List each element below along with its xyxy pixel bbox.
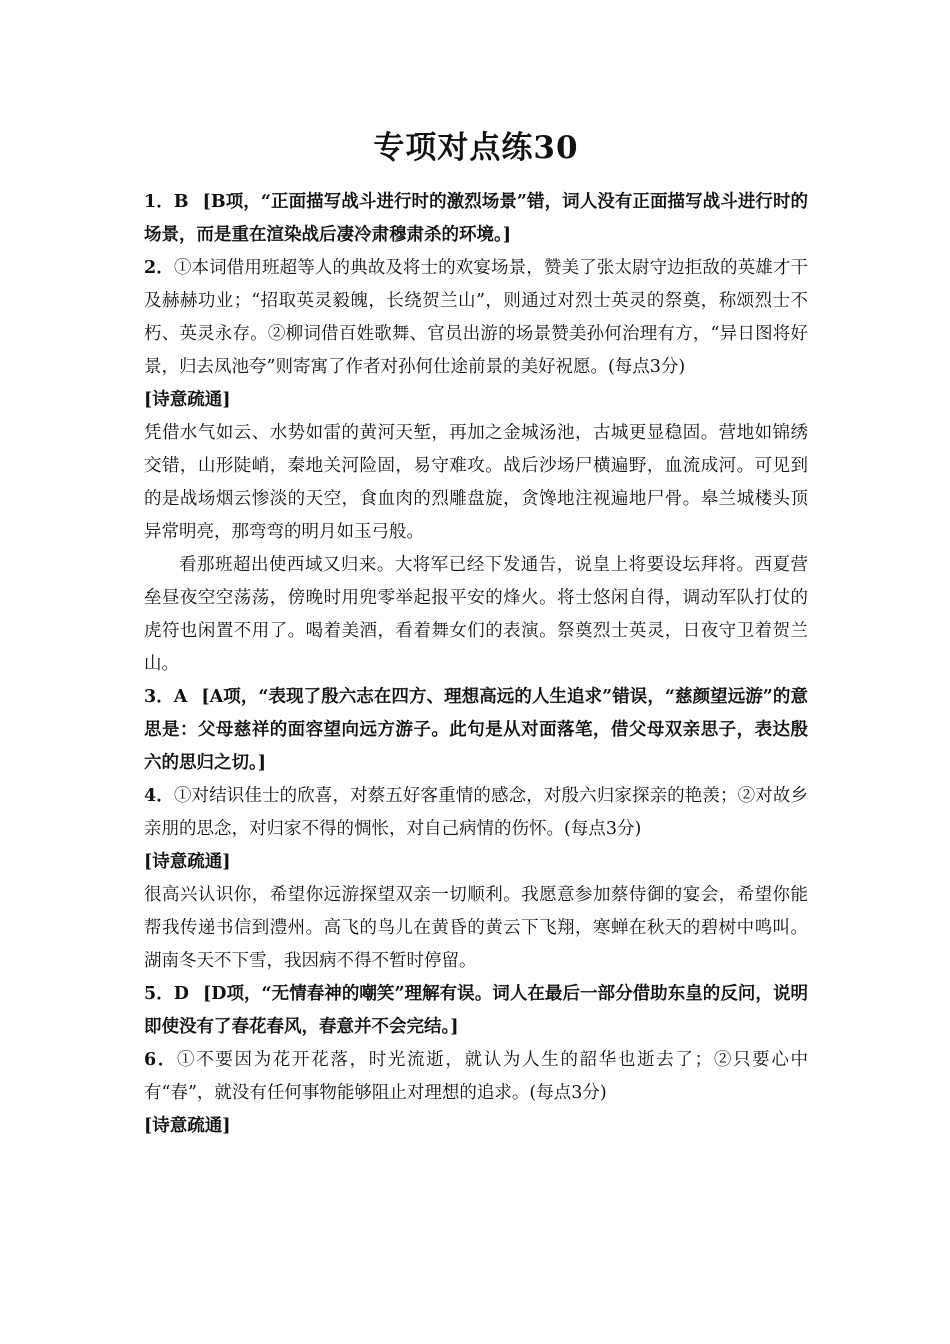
item-number: 4． <box>144 786 174 806</box>
section-heading: [诗意疏通] <box>144 852 231 872</box>
translation-paragraph: 凭借水气如云、水势如雷的黄河天堑，再加之金城汤池，古城更显稳固。营地如锦绣交错，山形陡峭，秦地关河险固，易守难攻。战后沙场尸横遍野，血流成河。可见到的是战场烟云惨淡的天空，食血肉的烈雕盘旋，贪馋地注视遍地尸骨。皋兰城楼头顶异常明亮，那弯弯的明月如玉弓般。 <box>144 423 808 542</box>
item-number: 1．B <box>144 192 189 212</box>
item-6 <box>144 1044 808 1110</box>
item-answer: ①不要因为花开花落，时光流逝，就认为人生的韶华也逝去了；②只要心中有“春”，就没有任何事物能够阻止对理想的追求。(每点3分) <box>144 1050 808 1103</box>
item-number: 5．D <box>144 984 189 1004</box>
item-number: 3．A <box>144 687 188 707</box>
item-answer: ①对结识佳士的欣喜，对蔡五好客重情的感念，对殷六归家探亲的艳羡；②对故乡亲朋的思念，对归家不得的惆怅，对自己病情的伤怀。(每点3分) <box>144 786 808 839</box>
page-title: 专项对点练30 <box>373 130 579 166</box>
item-explanation: [D项，“无情春神的嘲笑”理解有误。词人在最后一部分借助东皇的反问，说明即使没有了春花春风，春意并不会完结。] <box>144 984 808 1037</box>
translation-paragraph: 很高兴认识你，希望你远游探望双亲一切顺利。我愿意参加蔡侍御的宴会，希望你能帮我传递书信到澧州。高飞的鸟儿在黄昏的黄云下飞翔，寒蝉在秋天的碧树中鸣叫。湖南冬天不下雪，我因病不得不暂时停留。 <box>144 885 808 971</box>
item-explanation: [A项，“表现了殷六志在四方、理想高远的人生追求”错误，“慈颜望远游”的意思是：父母慈祥的面容望向远方游子。此句是从对面落笔，借父母双亲思子，表达殷六的思归之切。] <box>144 687 808 773</box>
document-page <box>144 122 808 1143</box>
item-number: 6． <box>144 1050 178 1070</box>
item-number: 2． <box>144 258 174 278</box>
section-heading: [诗意疏通] <box>144 390 231 410</box>
translation-paragraph: 看那班超出使西域又归来。大将军已经下发通告，说皇上将要设坛拜将。西夏营垒昼夜空空荡荡，傍晚时用兜零举起报平安的烽火。将士悠闲自得，调动军队打仗的虎符也闲置不用了。喝着美酒，看着舞女们的表演。祭奠烈士英灵，日夜守卫着贺兰山。 <box>144 555 808 674</box>
item-3 <box>144 681 808 780</box>
item-1 <box>144 186 808 252</box>
item-2 <box>144 252 808 384</box>
item-4 <box>144 780 808 846</box>
section-heading: [诗意疏通] <box>144 1116 231 1136</box>
item-answer: ①本词借用班超等人的典故及将士的欢宴场景，赞美了张太尉守边拒敌的英雄才干及赫赫功业；“招取英灵毅魄，长绕贺兰山”，则通过对烈士英灵的祭奠，称颂烈士不朽、英灵永存。②柳词借百姓歌舞、官员出游的场景赞美孙何治理有方，“异日图将好景，归去凤池夸”则寄寓了作者对孙何仕途前景的美好祝愿。(每点3分) <box>144 258 808 377</box>
item-explanation: [B项，“正面描写战斗进行时的激烈场景”错，词人没有正面描写战斗进行时的场景，而是重在渲染战后凄冷肃穆肃杀的环境。] <box>144 192 809 245</box>
item-5 <box>144 978 808 1044</box>
